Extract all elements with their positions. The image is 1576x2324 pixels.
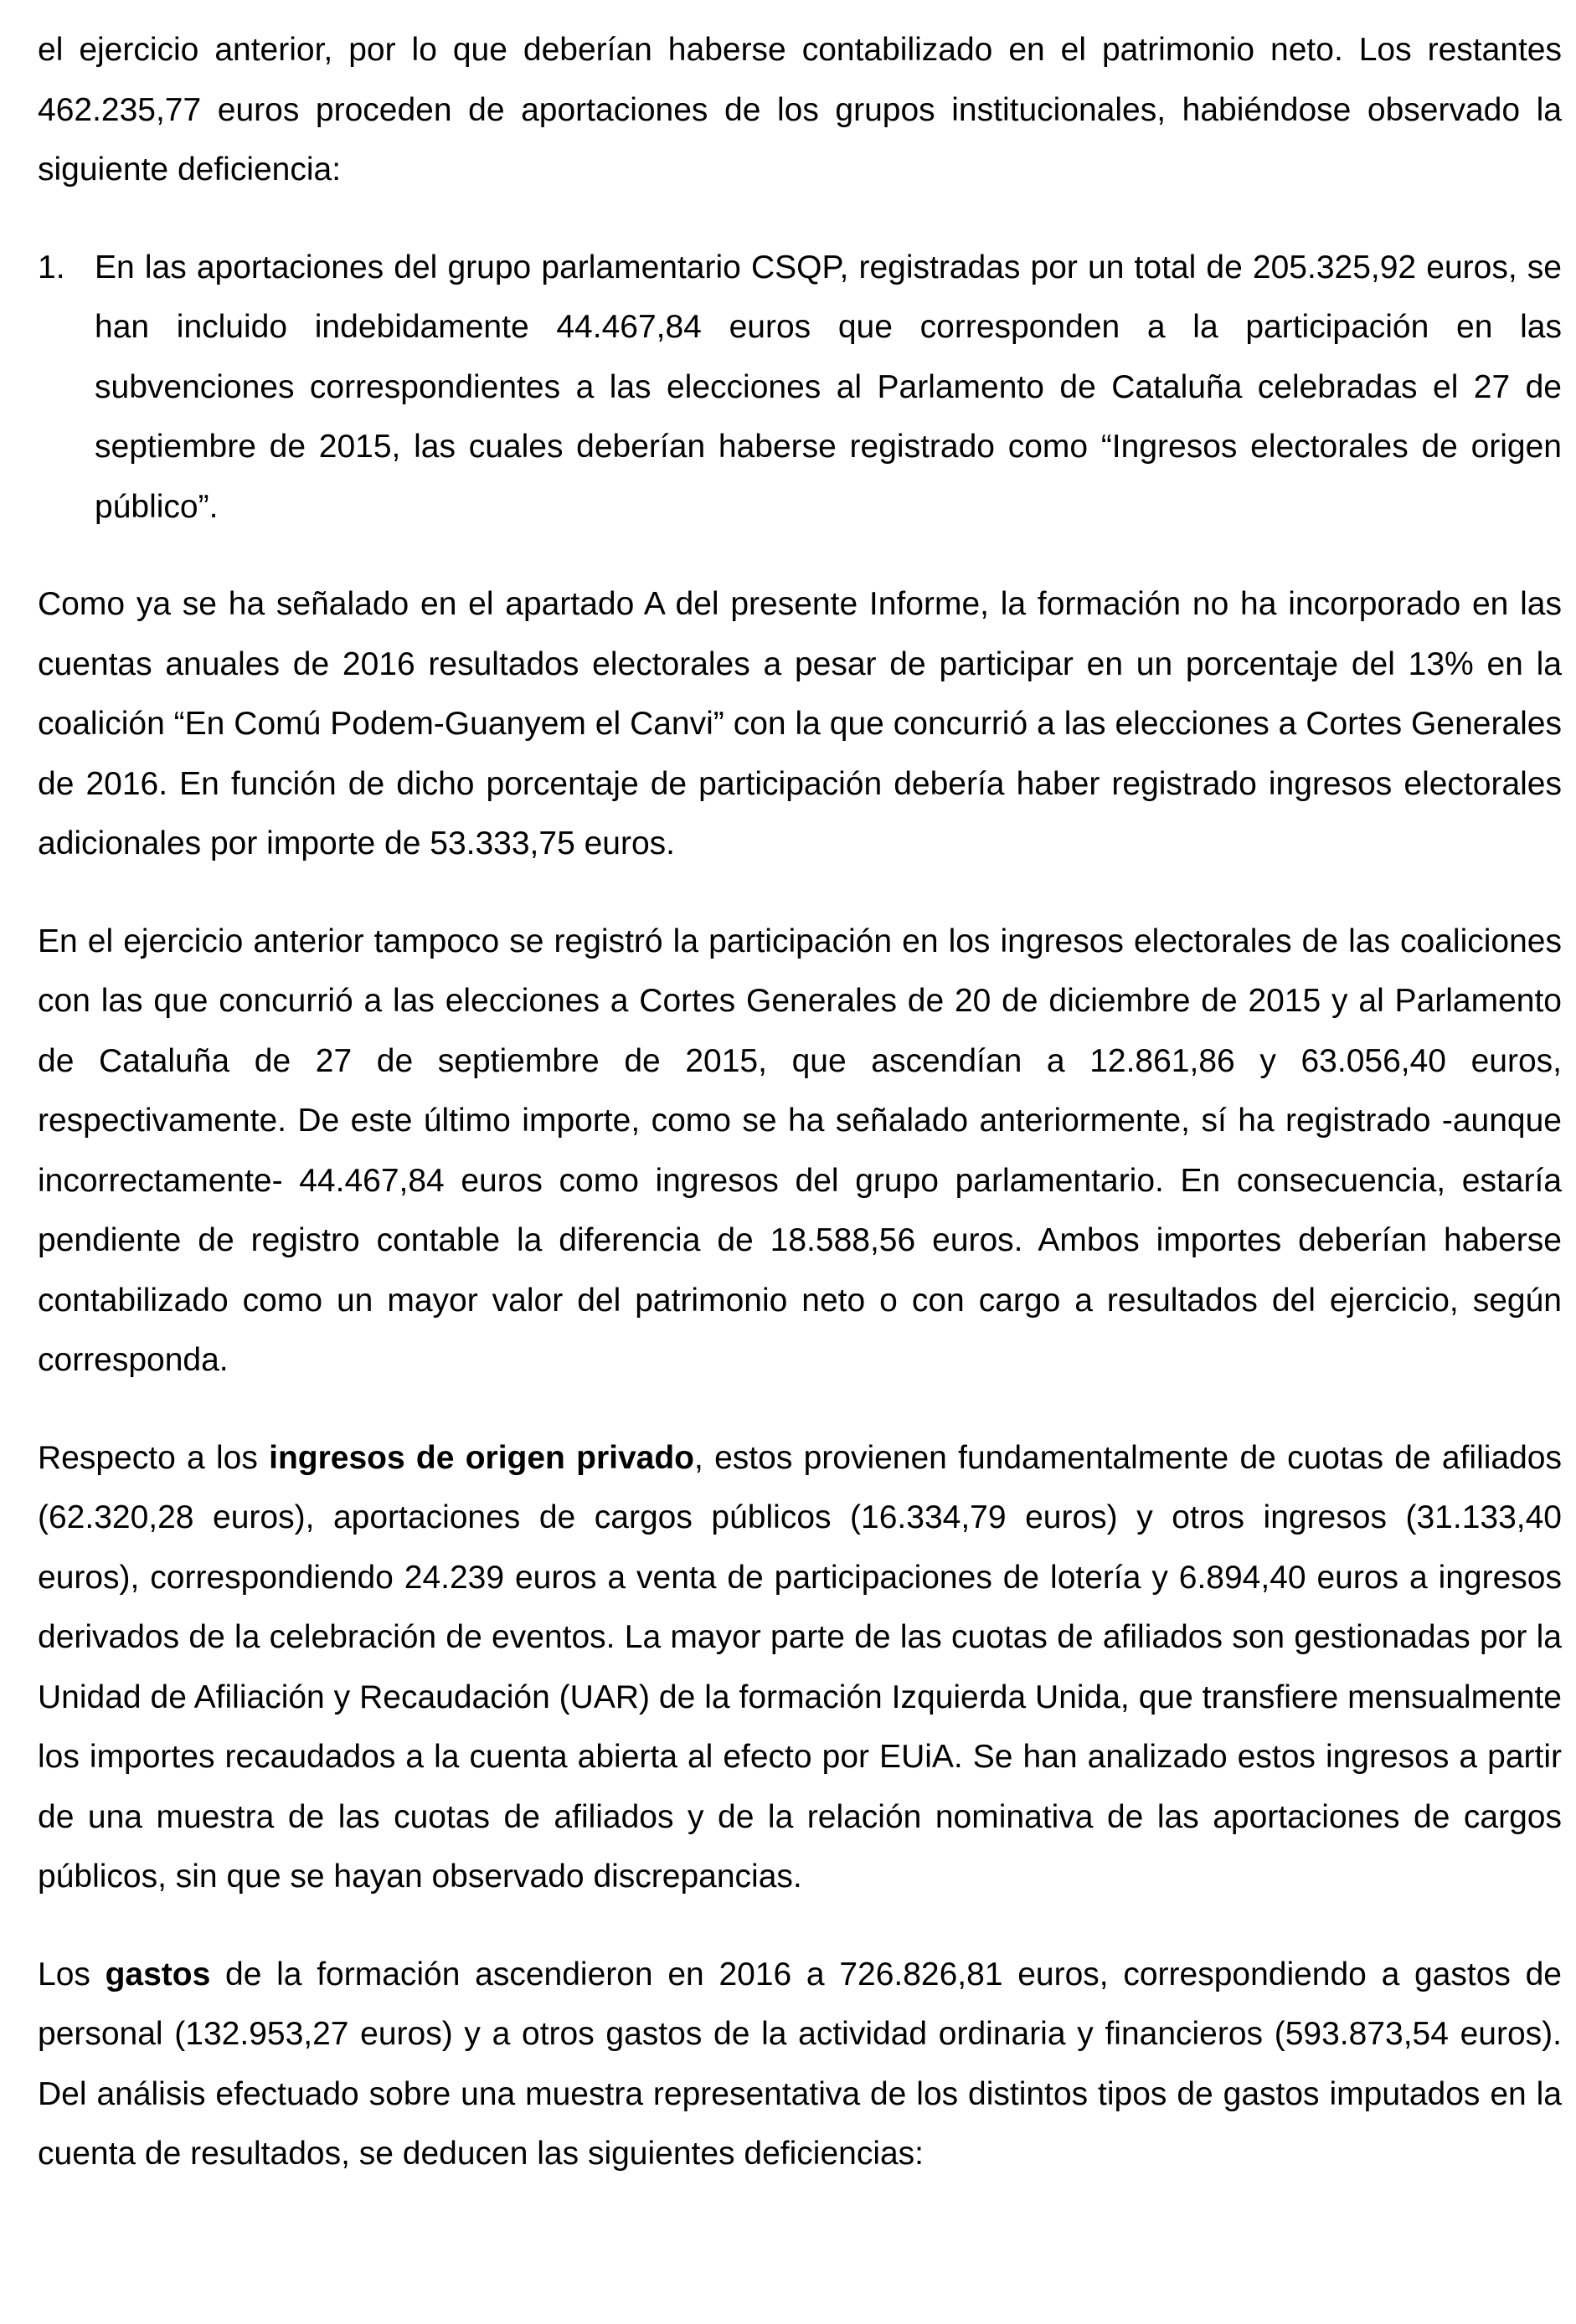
private-income-heading: ingresos de origen privado	[269, 1439, 694, 1476]
list-item-text: En las aportaciones del grupo parlamentario CSQP, registradas por un total de 205.325,92 euros, se han incluido indebidamente 44.467,84 euros que corresponden a la participación en las subvenciones correspondientes a las elecciones al Parlamento de Cataluña celebradas el 27 de septiembre de 2015, las cuales deberían haberse registrado como “Ingresos electorales de origen público”.	[95, 249, 1562, 525]
expenses-intro: Los	[38, 1956, 106, 1992]
private-income-intro: Respecto a los	[38, 1439, 270, 1476]
expenses-heading: gastos	[105, 1956, 211, 1992]
paragraph-previous-year-electoral-income: En el ejercicio anterior tampoco se registró la participación en los ingresos electorales de las coaliciones con las que concurrió a las elecciones a Cortes Generales de 20 de diciembre de 2015 y al Parlamento de Cataluña de 27 de septiembre de 2015, que ascendían a 12.861,86 y 63.056,40 euros, respectivamente. De este último importe, como se ha señalado anteriormente, sí ha registrado -aunque incorrectamente- 44.467,84 euros como ingresos del grupo parlamentario. En consecuencia, estaría pendiente de registro contable la diferencia de 18.588,56 euros. Ambos importes deberían haberse contabilizado como un mayor valor del patrimonio neto o con cargo a resultados del ejercicio, según corresponda.	[38, 923, 1562, 1378]
private-income-body: , estos provienen fundamentalmente de cuotas de afiliados (62.320,28 euros), aportaciones de cargos públicos (16.334,79 euros) y otros ingresos (31.133,40 euros), correspondiendo 24.239 euros a venta de participaciones de lotería y 6.894,40 euros a ingresos derivados de la celebración de eventos. La mayor parte de las cuotas de afiliados son gestionadas por la Unidad de Afiliación y Recaudación (UAR) de la formación Izquierda Unida, que transfiere mensualmente los importes recaudados a la cuenta abierta al efecto por EUiA. Se han analizado estos ingresos a partir de una muestra de las cuotas de afiliados y de la relación nominativa de las aportaciones de cargos públicos, sin que se hayan observado discrepancias.	[38, 1439, 1562, 1895]
expenses-body: de la formación ascendieron en 2016 a 726.826,81 euros, correspondiendo a gastos de personal (132.953,27 euros) y a otros gastos de la actividad ordinaria y financieros (593.873,54 euros). Del análisis efectuado sobre una muestra representativa de los distintos tipos de gastos imputados en la cuenta de resultados, se deducen las siguientes deficiencias:	[38, 1956, 1562, 2172]
paragraph-institutional-contributions: el ejercicio anterior, por lo que deberían haberse contabilizado en el patrimonio neto. Los restantes 462.235,77 euros proceden de aportaciones de los grupos institucionales, habiéndose observado la siguiente deficiencia:	[38, 32, 1562, 188]
list-item-csqp-deficiency	[38, 238, 1562, 537]
document-page	[38, 20, 1562, 2184]
list-item-number: 1.	[38, 249, 65, 285]
paragraph-expenses	[38, 1945, 1562, 2184]
paragraph-electoral-results: Como ya se ha señalado en el apartado A del presente Informe, la formación no ha incorporado en las cuentas anuales de 2016 resultados electorales a pesar de participar en un porcentaje del 13% en la coalición “En Comú Podem-Guanyem el Canvi” con la que concurrió a las elecciones a Cortes Generales de 2016. En función de dicho porcentaje de participación debería haber registrado ingresos electorales adicionales por importe de 53.333,75 euros.	[38, 586, 1562, 861]
paragraph-private-income	[38, 1428, 1562, 1907]
